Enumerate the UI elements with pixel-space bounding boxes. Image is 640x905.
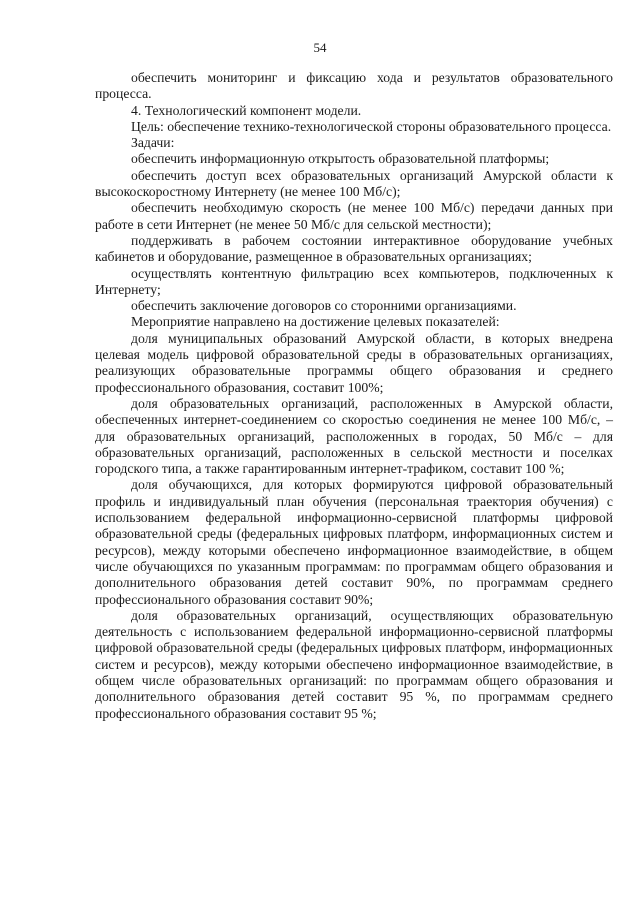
paragraph: осуществлять контентную фильтрацию всех компьютеров, подключенных к Интернету; bbox=[95, 265, 613, 297]
paragraph: доля муниципальных образований Амурской области, в которых внедрена целевая модель цифровой образовательной среды в образовательных организациях, реализующих образовательные программы общего образования и среднего профессионального образования, составит 100%; bbox=[95, 330, 613, 395]
document-body bbox=[95, 70, 613, 722]
paragraph: Цель: обеспечение технико-технологической стороны образовательного процесса. bbox=[131, 118, 612, 134]
paragraph: обеспечить необходимую скорость (не менее 100 Мб/с) передачи данных при работе в сети Интернет (не менее 50 Мб/с для сельской местности); bbox=[95, 200, 613, 232]
paragraph: доля обучающихся, для которых формируются цифровой образовательный профиль и индивидуальный план обучения (персональная траектория обучения) с использованием федеральной информационно-сервисной платформы цифровой образовательной среды (федеральных цифровых платформ, информационных систем и ресурсов), между которыми обеспечено информационное взаимодействие, в общем числе обучающихся по указанным программам: по программам общего образования и дополнительного образования детей составит 90%, по программам среднего профессионального образования составит 90%; bbox=[95, 477, 613, 607]
paragraph: Мероприятие направлено на достижение целевых показателей: bbox=[131, 314, 500, 330]
paragraph: 4. Технологический компонент модели. bbox=[131, 102, 362, 118]
paragraph: доля образовательных организаций, осуществляющих образовательную деятельность с использованием федеральной информационно-сервисной платформы цифровой образовательной среды (федеральных цифровых платформ, информационных систем и ресурсов), между которыми обеспечено информационное взаимодействие, в общем числе образовательных организаций: по программам общего образования и дополнительного образования детей составит 95 %, по программам среднего профессионального образования составит 95 %; bbox=[95, 607, 613, 721]
paragraph: обеспечить заключение договоров со сторонними организациями. bbox=[131, 298, 517, 314]
paragraph: обеспечить доступ всех образовательных организаций Амурской области к высокоскоростному Интернету (не менее 100 Мб/с); bbox=[95, 167, 613, 200]
paragraph: Задачи: bbox=[131, 135, 175, 151]
paragraph: поддерживать в рабочем состоянии интерактивное оборудование учебных кабинетов и оборудование, размещенное в образовательных организациях; bbox=[95, 232, 613, 265]
paragraph: доля образовательных организаций, расположенных в Амурской области, обеспеченных интернет-соединением со скоростью соединения не менее 100 Мб/с, – для образовательных организаций, расположенных в городах, 50 Мб/с – для образовательных организаций, расположенных в сельской местности и поселках городского типа, а также гарантированным интернет-трафиком, составит 100 %; bbox=[95, 395, 613, 477]
page-number: 54 bbox=[313, 40, 327, 55]
paragraph: обеспечить информационную открытость образовательной платформы; bbox=[131, 151, 550, 167]
paragraph: обеспечить мониторинг и фиксацию хода и результатов образовательного процесса. bbox=[95, 70, 613, 102]
